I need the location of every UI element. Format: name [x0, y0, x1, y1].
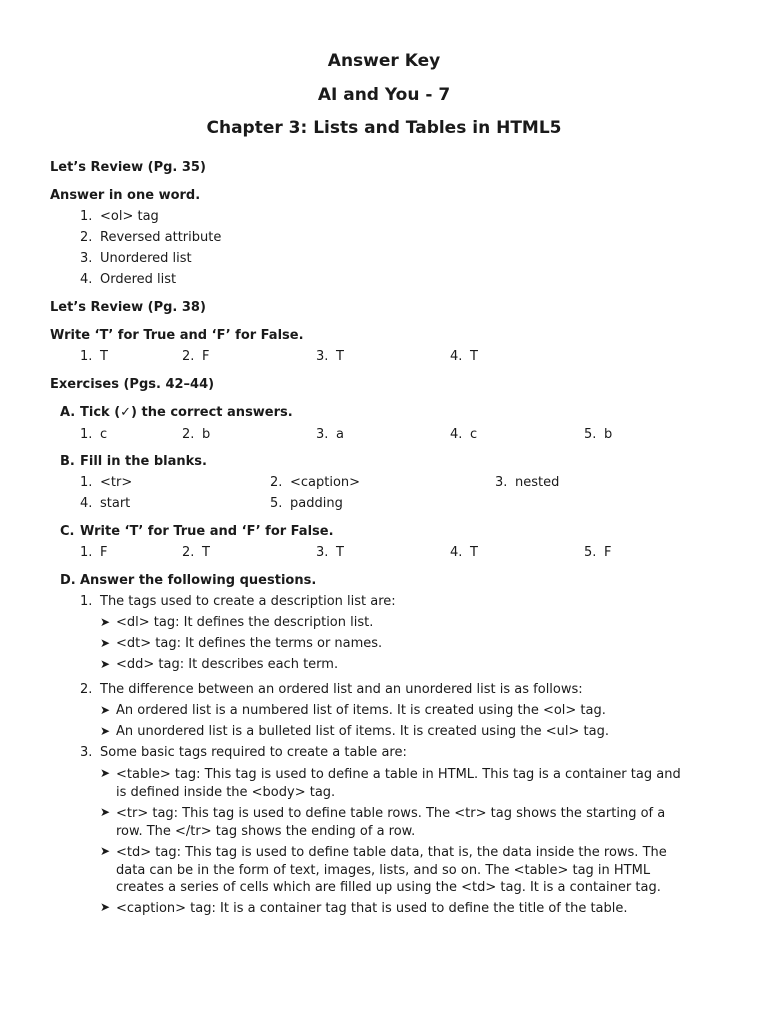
list-item: <td> tag: This tag is used to define table data, that is, the data inside the rows. The data can be in the form of text, images, lists, and so on. The <table> tag in HTML creates a series of cells which are filled up using the <td> tag. It is a container tag. [116, 845, 667, 895]
arrowhead-bullet-icon: ➤ [100, 703, 111, 717]
exercise-b-heading: B. Fill in the blanks. [60, 454, 207, 469]
exercise-c-heading: C. Write ‘T’ for True and ‘F’ for False. [60, 524, 334, 539]
answer-cell: 4. start [80, 496, 131, 511]
list-item: 2. Reversed attribute [80, 230, 222, 245]
answer-cell: 3. T [316, 545, 344, 560]
answer-cell: 2. T [182, 545, 210, 560]
answer-cell: 5. b [584, 427, 613, 442]
exercises-heading: Exercises (Pgs. 42–44) [50, 377, 215, 392]
answer-cell: 3. T [316, 349, 344, 364]
chapter-title: Chapter 3: Lists and Tables in HTML5 [206, 118, 562, 138]
arrowhead-bullet-icon: ➤ [100, 615, 111, 629]
book-title: AI and You - 7 [317, 85, 451, 105]
answer-cell: 3. nested [495, 475, 560, 490]
answer-cell: 5. padding [270, 496, 343, 511]
question-3: 3. Some basic tags required to create a table are: [80, 745, 407, 760]
answer-cell: 1. c [80, 427, 108, 442]
arrowhead-bullet-icon: ➤ [100, 766, 111, 780]
arrowhead-bullet-icon: ➤ [100, 657, 111, 671]
list-item: <tr> tag: This tag is used to define table rows. The <tr> tag shows the starting of a row. The </tr> tag shows the ending of a row. [116, 806, 666, 839]
answer-cell: 5. F [584, 545, 612, 560]
question-2: 2. The difference between an ordered list and an unordered list is as follows: [80, 682, 583, 697]
answer-cell: 4. c [450, 427, 478, 442]
doc-title: Answer Key [327, 51, 441, 71]
list-item: <table> tag: This tag is used to define a table in HTML. This tag is a container tag and is defined inside the <body> tag. [116, 767, 681, 800]
arrowhead-bullet-icon: ➤ [100, 636, 111, 650]
list-item: 4. Ordered list [80, 272, 177, 287]
list-item: ➤ <dd> tag: It describes each term. [100, 657, 339, 672]
exercise-a-heading: A. Tick (✓) the correct answers. [60, 405, 293, 420]
list-item: 1. <ol> tag [80, 209, 159, 224]
exercise-d-heading: D. Answer the following questions. [60, 573, 317, 588]
review1-instruction: Answer in one word. [50, 188, 201, 203]
question-1: 1. The tags used to create a description list are: [80, 594, 396, 609]
answer-cell: 2. b [182, 427, 211, 442]
list-item: ➤ <dt> tag: It defines the terms or names. [100, 636, 383, 651]
list-item: 3. Unordered list [80, 251, 192, 266]
answer-cell: 1. F [80, 545, 108, 560]
answer-cell: 4. T [450, 545, 478, 560]
review2-instruction: Write ‘T’ for True and ‘F’ for False. [50, 328, 304, 343]
list-item: ➤ An unordered list is a bulleted list of items. It is created using the <ul> tag. [100, 724, 609, 739]
answer-cell: 4. T [450, 349, 478, 364]
arrowhead-bullet-icon: ➤ [100, 900, 111, 914]
answer-cell: 3. a [316, 427, 344, 442]
list-item: ➤ An ordered list is a numbered list of items. It is created using the <ol> tag. [100, 703, 606, 718]
answer-cell: 2. <caption> [270, 475, 361, 490]
arrowhead-bullet-icon: ➤ [100, 844, 111, 858]
arrowhead-bullet-icon: ➤ [100, 724, 111, 738]
answer-cell: 2. F [182, 349, 210, 364]
list-item: <caption> tag: It is a container tag that is used to define the title of the table. [116, 901, 628, 916]
answer-cell: 1. T [80, 349, 108, 364]
list-item: ➤ <dl> tag: It defines the description list. [100, 615, 374, 630]
review1-heading: Let’s Review (Pg. 35) [50, 160, 206, 175]
answer-cell: 1. <tr> [80, 475, 133, 490]
review2-heading: Let’s Review (Pg. 38) [50, 300, 206, 315]
arrowhead-bullet-icon: ➤ [100, 805, 111, 819]
